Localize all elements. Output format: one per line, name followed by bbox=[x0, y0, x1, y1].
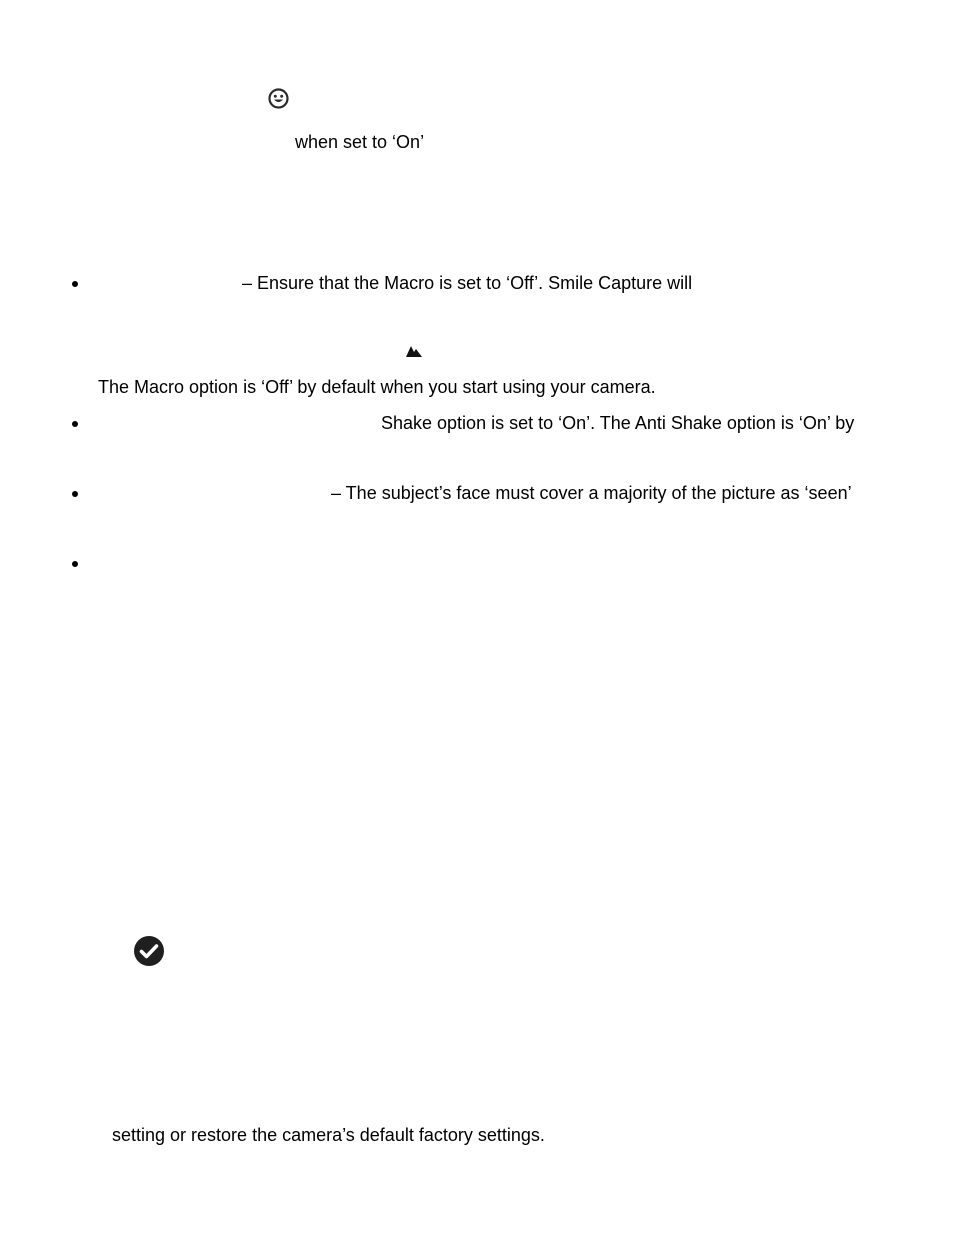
face-coverage-tip-text: – The subject’s face must cover a majority of the picture as ‘seen’ bbox=[331, 483, 852, 503]
macro-default-note: The Macro option is ‘Off’ by default when you start using your camera. bbox=[98, 377, 656, 397]
bullet-marker bbox=[72, 561, 78, 567]
macro-tip-text: – Ensure that the Macro is set to ‘Off’. Smile Capture will bbox=[242, 273, 693, 293]
anti-shake-tip-text: Shake option is set to ‘On’. The Anti Shake option is ‘On’ by bbox=[381, 413, 855, 433]
bullet-marker bbox=[72, 281, 78, 287]
bullet-marker bbox=[72, 421, 78, 427]
factory-settings-note: setting or restore the camera’s default factory settings. bbox=[112, 1125, 545, 1145]
checkmark-circle-icon bbox=[133, 935, 165, 967]
bullet-marker bbox=[72, 491, 78, 497]
macro-flower-icon bbox=[405, 344, 423, 358]
smile-face-icon bbox=[268, 88, 289, 109]
smile-on-note: when set to ‘On’ bbox=[295, 132, 425, 152]
